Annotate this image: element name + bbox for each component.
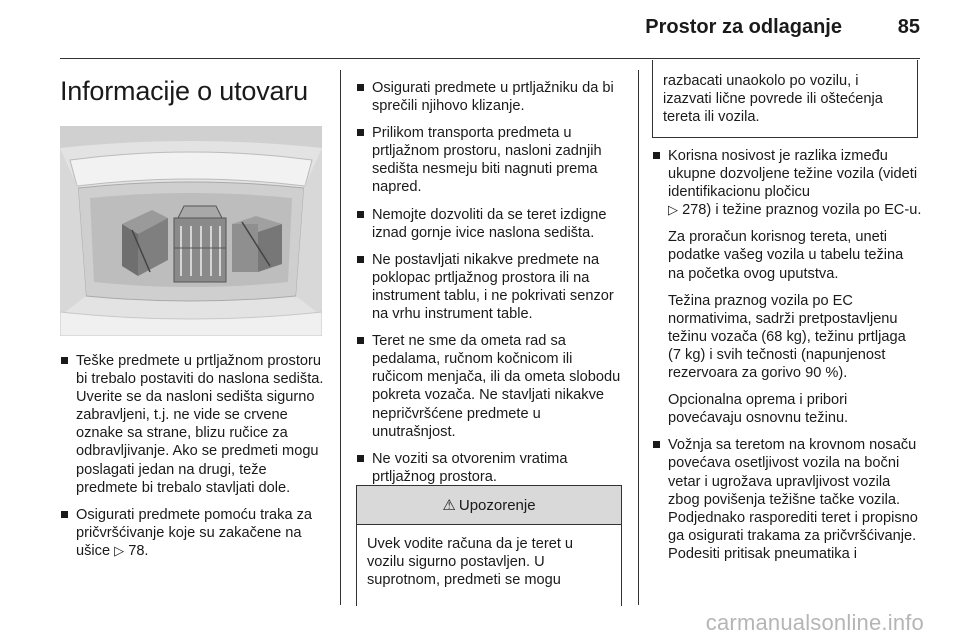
list-item: Teret ne sme da ometa rad sa pedalama, ručnom kočnicom ili ručicom menjača, ili da ometa slobodu pokreta vozača. Ne stavljati nikakve nepričvršćene predmete u unutrašnjost. [356, 332, 626, 441]
section-heading: Informacije o utovaru [60, 76, 308, 106]
paragraph: Opcionalna oprema i pribori povećavaju osnovnu težinu. [668, 392, 849, 427]
triangle-right-icon: ▷ [668, 202, 678, 218]
column-divider-left [340, 70, 341, 605]
warning-triangle-icon: ⚠ [442, 497, 456, 514]
list-item: Vožnja sa teretom na krovnom nosaču povećava osetljivost vozila na bočni vetar i ugrožava upravljivost vozila zbog povišenja težišne tačke vozila. Podjednako rasporediti teret i propisno ga osigurati trakama za pričvršćivanje. Podesiti pritisak pneumatika i [652, 436, 922, 563]
paragraph: Za proračun korisnog tereta, uneti podatke vašeg vozila u tabelu težina na početka ovog uputstva. [668, 229, 904, 282]
header-divider [60, 58, 920, 59]
list-item: Ne voziti sa otvorenim vratima prtljažnog prostora. [356, 450, 626, 486]
list-item: Nemojte dozvoliti da se teret izdigne iznad gornje ivice naslona sedišta. [356, 206, 626, 242]
list-item: Osigurati predmete u prtljažniku da bi sprečili njihovo klizanje. [356, 79, 626, 115]
column-divider-right [638, 70, 639, 605]
column-2-text [356, 79, 626, 495]
column-1-text [60, 352, 328, 569]
warning-body: Uvek vodite računa da je teret u vozilu sigurno postavljen. U suprotnom, predmeti se mogu [367, 536, 574, 589]
page-number: 85 [897, 16, 920, 38]
list-item: Ne postavljati nikakve predmete na poklopac prtljažnog prostora ili na instrument tablu, i ne pokrivati senzor na vrhu instrument table. [356, 251, 626, 323]
paragraph: Težina praznog vozila po EC normativima, sadrži pretpostavljenu težinu vozača (68 kg), težinu prtljaga (7 kg) i svih tečnosti (napunjenost rezervoara za gorivo 90 %). [668, 292, 906, 382]
column-3-text [652, 147, 922, 572]
warning-box [356, 485, 622, 606]
running-header-title: Prostor za odlaganje [645, 16, 842, 38]
list-item: Prilikom transporta predmeta u prtljažnom prostoru, nasloni zadnjih sedišta nesmeju biti nagnuti prema napred. [356, 124, 626, 196]
list-item: Korisna nosivost je razlika između ukupne dozvoljene težine vozila (videti identifikacionu pločicu ▷ 278) i težine praznog vozila po EC-u. Za proračun korisnog tereta, uneti podatke vašeg vozila u tabelu težina na početka ovog uputstva. Težina praznog vozila po EC normativima, sadrži pretpostavljenu težinu vozača (68 kg), težinu prtljaga (7 kg) i svih tečnosti (napunjenost rezervoara za gorivo 90 %). Opcionalna oprema i pribori povećavaju osnovnu težinu. [652, 147, 922, 427]
trunk-loading-illustration [60, 126, 322, 336]
warning-title: Upozorenje [458, 496, 536, 514]
warning-continued-box: razbacati unaokolo po vozilu, i izazvati lične povrede ili oštećenja tereta ili vozila. [652, 60, 918, 138]
warning-header [357, 486, 621, 525]
watermark: carmanualsonline.info [705, 610, 924, 635]
list-item: Teške predmete u prtljažnom prostoru bi trebalo postaviti do naslona sedišta. Uverite se da nasloni sedišta sigurno zabravljeni, t.j. ne vide se crvene oznake sa strane, blizu ručice za odbravljivanje. Ako se predmeti mogu poslagati jedan na drugi, teže predmete bi trebalo stavljati dole. [60, 352, 328, 497]
list-item: Osigurati predmete pomoću traka za pričvršćivanje koje su zakačene na ušice ▷ 78. [60, 506, 328, 560]
triangle-right-icon: ▷ [114, 542, 125, 558]
